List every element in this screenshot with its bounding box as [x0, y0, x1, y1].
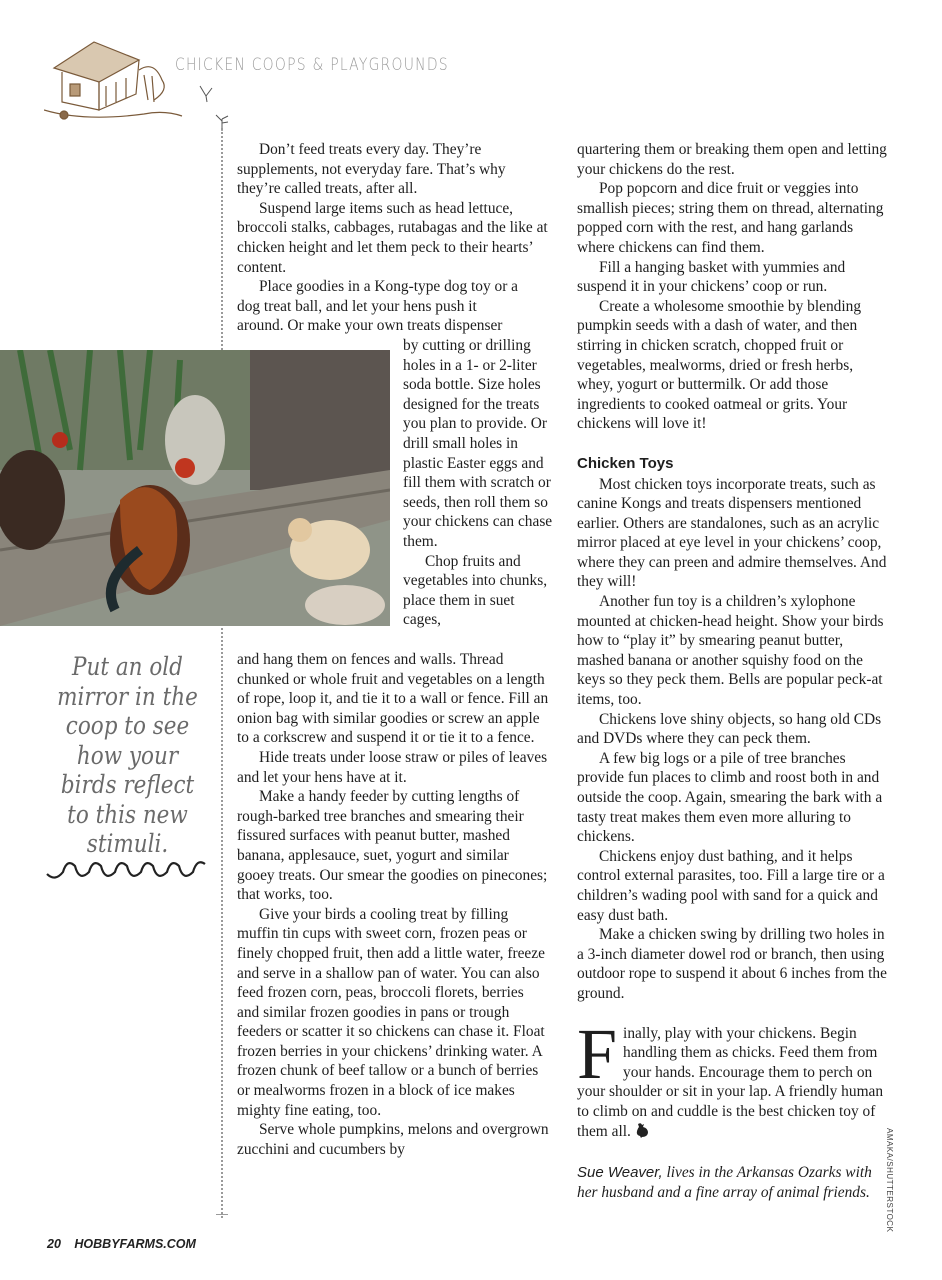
paragraph: Chickens love shiny objects, so hang old CDs and DVDs where they can peck them.: [577, 710, 882, 748]
paragraph: Pop popcorn and dice fruit or veggies into smallish pieces; string them on thread, alternating popped corn with the rest, and hang garlands where chickens can find them.: [577, 180, 884, 256]
paragraph: A few big logs or a pile of tree branches provide fun places to climb and roost both in and outside the coop. Again, smearing the bark with a tasty treat makes them even more alluring to chickens.: [577, 749, 883, 846]
author-bio: [577, 1163, 887, 1202]
author-name: Sue Weaver,: [577, 1164, 663, 1182]
left-column-lower: [237, 650, 549, 1159]
barn-illustration-icon: [44, 30, 184, 120]
paragraph: and hang them on fences and walls. Thread chunked or whole fruit and vegetables on a length of rope, loop it, and tie it to a wall or fence. Fill an onion bag with similar goodies or screw an apple to a corkscrew and suspend it or tie it to a fence.: [237, 651, 549, 747]
paragraph: Make a chicken swing by drilling two holes in a 3-inch diameter dowel rod or branch, then using outdoor rope to suspend it about 6 inches from the ground.: [577, 926, 887, 1002]
paragraph: Chop fruits and vegetables into chunks, place them in suet cages,: [403, 552, 548, 629]
paragraph: Chickens enjoy dust bathing, and it helps control external parasites, too. Fill a large tire or a children’s wading pool with sand for a quick and easy dust bath.: [577, 847, 885, 924]
page-number: 20: [47, 1237, 61, 1251]
closing-text: inally, play with your chickens. Begin handling them as chicks. Feed them from your hands. Encourage them to perch on your shoulder or sit in your lap. A friendly human to climb on and cuddle is the best chicken toy of them all.: [577, 1024, 884, 1140]
paragraph: quartering them or breaking them open and letting your chickens do the rest.: [577, 141, 887, 178]
divider-end: [216, 1214, 228, 1215]
wrapped-text: [403, 336, 553, 630]
page-footer: [47, 1237, 196, 1251]
left-column: [237, 140, 549, 336]
paragraph: by cutting or drilling holes in a 1- or 2-liter soda bottle. Size holes designed for the treats you plan to provide. Or drill small holes in plastic Easter eggs and fill them with scratch or seeds, then roll them so your chickens can chase them.: [403, 337, 553, 550]
paragraph: Don’t feed treats every day. They’re supplements, not everyday fare. That’s why they’re called treats, after all.: [237, 141, 506, 198]
photo-credit: AMAKA/SHUTTERSTOCK: [885, 1128, 894, 1233]
paragraph: Create a wholesome smoothie by blending pumpkin seeds with a dash of water, and then stirring in chicken scratch, chopped fruit or vegetables, mealworms, dried or fresh herbs, whey, yogurt or buttermilk. Or add those ingredients to cooked oatmeal or grits. Your chickens will love it!: [577, 297, 862, 433]
section-title: CHICKEN COOPS & PLAYGROUNDS: [175, 55, 449, 75]
pull-quote: Put an old mirror in the coop to see how your birds reflect to this new stimuli.: [57, 652, 198, 858]
rooster-end-icon: [635, 1122, 649, 1144]
paragraph: Give your birds a cooling treat by filling muffin tin cups with sweet corn, frozen peas or finely chopped fruit, then add a little water, freeze and serve in a shallow pan of water. You can also feed frozen corn, peas, broccoli florets, berries and similar frozen goodies in pans or trough feeders or scatter it so chickens can chase it. Float frozen berries in your chickens’ drinking water. A frozen chunk of beef tallow or a bunch of berries or mealworms frozen in a block of ice makes mighty fine eating, too.: [237, 905, 545, 1119]
right-column: [577, 140, 887, 1202]
chickens-photo: [0, 350, 390, 626]
sprig-icon: [196, 84, 216, 109]
paragraph: Fill a hanging basket with yummies and suspend it in your chickens’ coop or run.: [577, 258, 846, 296]
subheading: Chicken Toys: [577, 454, 674, 472]
drop-cap: F: [577, 1013, 618, 1094]
author-bio-text: lives in the Arkansas Ozarks with her husband and a fine array of animal friends.: [577, 1164, 872, 1201]
site-name: HOBBYFARMS.COM: [74, 1237, 196, 1251]
paragraph: Make a handy feeder by cutting lengths of rough-barked tree branches and smearing their fissured surfaces with peanut butter, mashed banana, applesauce, suet, yogurt and similar gooey treats. Our smear the goodies on pinecones; that works, too.: [237, 788, 548, 904]
paragraph: Serve whole pumpkins, melons and overgrown zucchini and cucumbers by: [237, 1121, 549, 1158]
paragraph: Place goodies in a Kong-type dog toy or a dog treat ball, and let your hens push it around. Or make your own treats dispenser: [237, 278, 519, 335]
squiggle-ornament-icon: [45, 852, 210, 891]
paragraph: Most chicken toys incorporate treats, such as canine Kongs and treats dispensers mentioned earlier. Others are standalones, such as an acrylic mirror placed at eye level in your chickens’ coop, where they can preen and admire themselves. And they will!: [577, 475, 887, 591]
closing-paragraph: [577, 1013, 887, 1144]
paragraph: Another fun toy is a children’s xylophone mounted at chicken-head height. Show your birds how to “play it” by smearing peanut butter, mashed banana or another squishy food on the keys so they peck them. Bells are popular peck-at items, too.: [577, 593, 884, 709]
column-divider: [221, 128, 223, 1218]
paragraph: Hide treats under loose straw or piles of leaves and let your hens have at it.: [237, 748, 548, 786]
paragraph: Suspend large items such as head lettuce, broccoli stalks, cabbages, rutabagas and the like at chicken height and let them peck to their hearts’ content.: [237, 199, 548, 276]
sprig-icon: [213, 113, 233, 136]
